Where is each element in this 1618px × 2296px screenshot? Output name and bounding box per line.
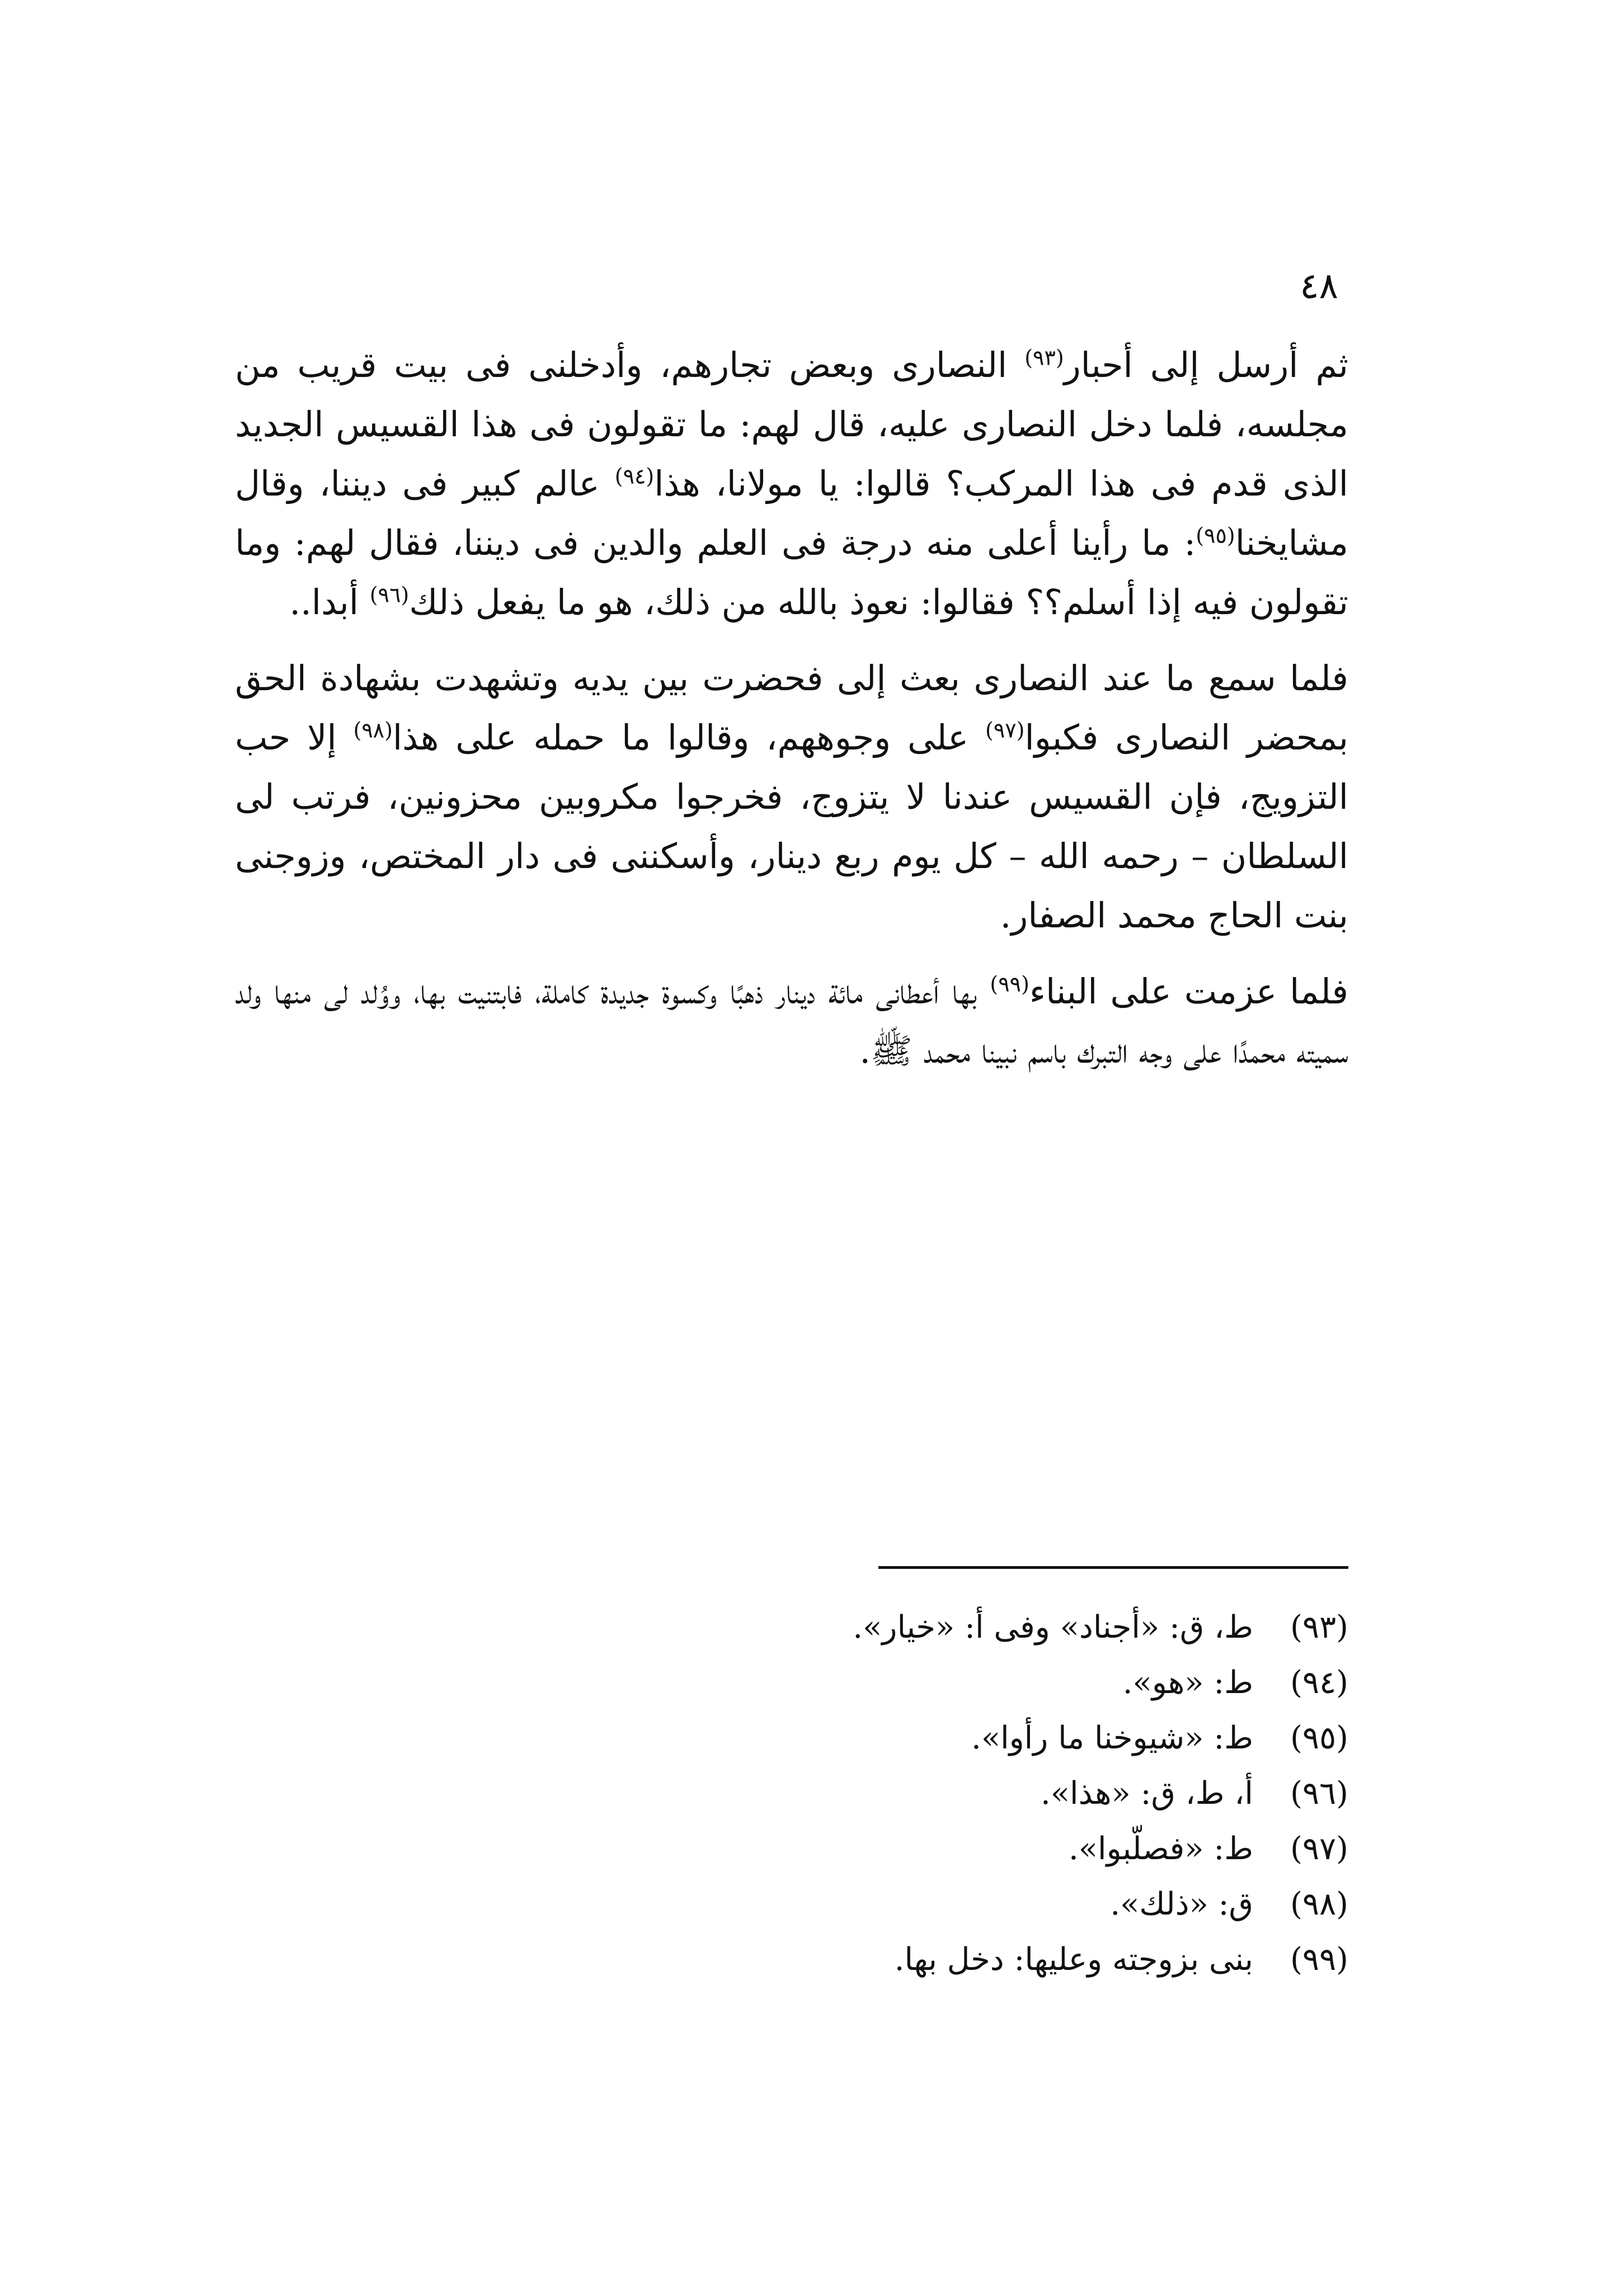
footnote-text: أ، ط، ق: «هذا». [1040,1775,1253,1812]
footnote-number: (٩٦) [1290,1775,1348,1812]
footnote-reference: (٩٦) [369,582,410,607]
text-run: النصارى وبعض تجارهم، وأدخلنى فى بيت قريب من مجلسه، فلما دخل النصارى عليه، قال لهم: ما تقولون فى هذا القسيس الجديد الذى قدم فى هذا المركب؟ قالوا: يا مولانا، هذا [235,345,1348,504]
footnotes [504,1600,1348,1987]
footnote [504,1600,1348,1655]
footnote-reference: (٩٧) [985,718,1025,743]
footnote [504,1932,1348,1987]
footnote-number: (٩٨) [1290,1886,1348,1922]
footnote-number: (٩٣) [1290,1609,1348,1646]
footnote-text: ط، ق: «أجناد» وفى أ: «خيار». [853,1609,1253,1646]
footnote-text: ق: «ذلك». [1110,1886,1253,1922]
footnote-text: ط: «هو». [1122,1665,1253,1701]
footnote-number: (٩٥) [1290,1720,1348,1756]
footnote-text: ط: «شيوخنا ما رأوا». [971,1720,1253,1756]
footnote [504,1821,1348,1877]
text-run: فلما عزمت على البناء [1029,971,1348,1012]
footnote [504,1877,1348,1932]
text-run: : ما رأينا أعلى منه درجة فى العلم والدين فى ديننا، فقال لهم: وما تقولون فيه إذا أسلم؟؟ فقالوا: نعوذ بالله من ذلك، هو ما يفعل ذلك [235,522,1348,623]
paragraph [235,336,1348,632]
footnote [504,1655,1348,1710]
text-run: عالم كبير فى ديننا، وقال مشايخنا [235,463,1348,563]
footnote-text: ط: «فصلّبوا». [1068,1831,1253,1867]
main-text [235,336,1348,1097]
footnote [504,1766,1348,1821]
footnote-number: (٩٩) [1290,1941,1348,1978]
footnote-number: (٩٧) [1290,1831,1348,1867]
text-run: فلما سمع ما عند النصارى بعث إلى فحضرت بين يديه وتشهدت بشهادة الحق بمحضر النصارى فكبوا [235,658,1348,758]
footnote [504,1710,1348,1766]
paragraph [235,962,1348,1081]
footnote-reference: (٩٤) [614,464,655,489]
text-run: على وجوههم، وقالوا ما حمله على هذا [392,717,985,758]
footnote-text: بنى بزوجته وعليها: دخل بها. [894,1941,1253,1978]
paragraph [235,649,1348,945]
text-run: أبدا.. [289,582,370,623]
footnote-reference: (٩٩) [990,972,1029,997]
footnote-number: (٩٤) [1290,1665,1348,1701]
footnote-separator [878,1566,1348,1569]
text-run: إلا حب التزويج، فإن القسيس عندنا لا يتزوج، فخرجوا مكروبين محزونين، فرتب لى السلطان – رحمه الله – كل يوم ربع دينار، وأسكننى فى دار المختص، وزوجنى بنت الحاج محمد الصفار. [235,717,1348,936]
text-run: ثم أرسل إلى أحبار [1064,345,1348,385]
footnote-reference: (٩٨) [353,718,393,743]
footnote-reference: (٩٣) [1024,345,1064,370]
text-run: بها أعطانى مائة دينار ذهبًا وكسوة جديدة كاملة، فابتنيت بها، ووُلد لى منها ولد سميته محمدًا على وجه التبرك باسم نبينا محمد ﷺ. [235,971,1348,1071]
page-number: ٤٨ [1300,266,1338,307]
footnote-reference: (٩٥) [1196,523,1235,548]
